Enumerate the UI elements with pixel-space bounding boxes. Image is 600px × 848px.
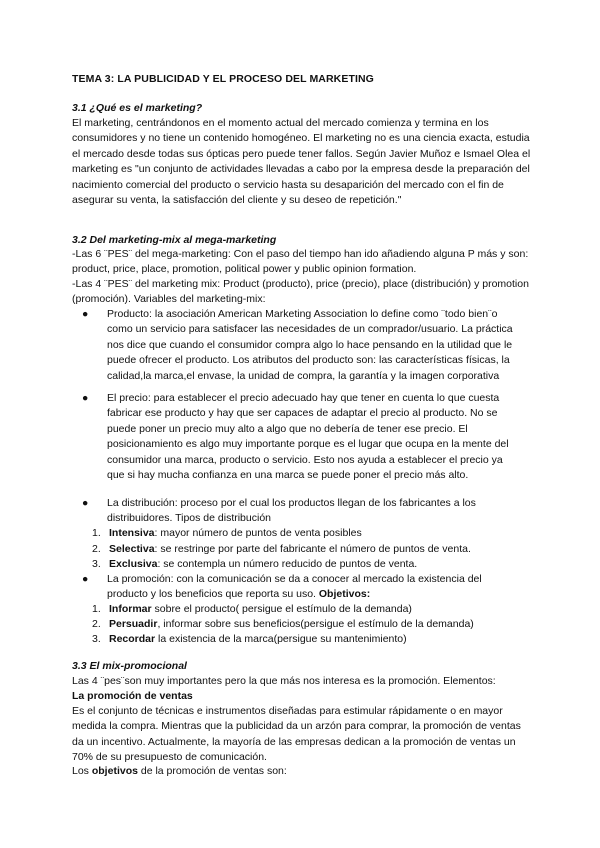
distribution-item: [109, 557, 521, 572]
mega-marketing-line: -Las 6 ¨PES¨ del mega-marketing: Con el paso del tiempo han ido añadiendo alguna P más y son: product, price, place, promotion, political power y public opinion formation.: [72, 248, 529, 276]
distribution-item: [109, 526, 521, 541]
distribution-term: Exclusiva: [109, 558, 158, 570]
bullet-precio: El precio: para establecer el precio adecuado hay que tener en cuenta lo que cuesta fabricar ese producto y hay que ser capaces de adaptar el precio al producto. No se puede poner un precio muy alto a algo que no debería de tener ese precio. El posicionamiento es algo muy importante porque es el lugar que ocupa en la mente del consumidor una marca, producto o servicio. Esto nos ayuda a establecer el precio ya que si hay mucha confianza en una marca se puede poner el precio más alto.: [107, 392, 509, 482]
objetivos-pre: Los: [72, 765, 92, 777]
distribution-desc: : se contempla un número reducido de puntos de venta.: [157, 558, 418, 570]
bullet-promocion: [107, 572, 519, 603]
mix-promocional-intro: Las 4 ¨pes¨son muy importantes pero la que más nos interesa es la promoción. Elementos:: [72, 675, 496, 687]
list-number: 1.: [92, 603, 101, 615]
marketing-mix-line: -Las 4 ¨PES¨ del marketing mix: Product (producto), price (precio), place (distribución) y promotion (promoción). Variables del marketing-mix:: [72, 278, 529, 306]
distribution-desc: : mayor número de puntos de venta posibles: [154, 527, 362, 539]
bullet-icon: ●: [82, 392, 89, 404]
objetivos-bold: objetivos: [91, 765, 138, 777]
promocion-text: La promoción: con la comunicación se da a conocer al mercado la existencia del producto y los beneficios que reporta su uso.: [107, 573, 482, 601]
section-heading-3-2: 3.2 Del marketing-mix al mega-marketing: [72, 234, 277, 246]
list-number: 2.: [92, 618, 101, 630]
distribution-desc: : se restringe por parte del fabricante el número de puntos de venta.: [154, 543, 471, 555]
bullet-icon: ●: [82, 573, 89, 585]
objective-item: [109, 617, 521, 632]
objective-term: Persuadir: [109, 618, 158, 630]
list-number: 2.: [92, 543, 101, 555]
section-heading-3-3: 3.3 El mix-promocional: [72, 660, 187, 672]
section-heading-3-1: 3.1 ¿Qué es el marketing?: [72, 102, 203, 114]
distribution-term: Selectiva: [109, 543, 155, 555]
objetivos-label: Objetivos:: [318, 588, 371, 601]
list-number: 1.: [92, 527, 101, 539]
distribution-item: [109, 542, 521, 557]
bullet-producto: Producto: la asociación American Marketing Association lo define como ¨todo bien¨o como un servicio para satisfacer las necesidades de un comprador/usuario. La práctica nos dice que cuando el consumidor compra algo lo hace pensando en la utilidad que le puede ofrecer el producto. Los atributos del producto son: las características físicas, la calidad,la marca,el envase, la unidad de compra, la garantía y la imagen corporativa: [107, 308, 513, 382]
objective-desc: , informar sobre sus beneficios(persigue el estímulo de la demanda): [157, 618, 474, 630]
objetivos-post: de la promoción de ventas son:: [137, 765, 287, 777]
objective-desc: sobre el producto( persigue el estímulo de la demanda): [151, 603, 412, 615]
list-number: 3.: [92, 558, 101, 570]
objective-item: [109, 632, 521, 647]
document-title: TEMA 3: LA PUBLICIDAD Y EL PROCESO DEL MARKETING: [72, 73, 374, 85]
objective-term: Recordar: [109, 633, 156, 645]
bullet-icon: ●: [82, 308, 89, 320]
promocion-ventas-paragraph: Es el conjunto de técnicas e instrumentos diseñadas para estimular rápidamente o en mayor medida la compra. Mientras que la publicidad da un arzón para comprar, la promoción de ventas da un incentivo. Actualmente, la mayoría de las empresas dedican a la promoción de ventas un 70% de su presupuesto de comunicación.: [72, 705, 521, 764]
bullet-icon: ●: [82, 497, 89, 509]
objective-item: [109, 602, 521, 617]
list-number: 3.: [92, 633, 101, 645]
objective-term: Informar: [109, 603, 152, 615]
bullet-distribucion: La distribución: proceso por el cual los productos llegan de los fabricantes a los distribuidores. Tipos de distribución: [107, 497, 476, 525]
objetivos-line: [72, 764, 532, 779]
distribution-term: Intensiva: [109, 527, 155, 539]
objective-desc: la existencia de la marca(persigue su mantenimiento): [155, 633, 407, 645]
section-3-1-paragraph: El marketing, centrándonos en el momento actual del mercado comienza y termina en los consumidores y no tiene un contenido homogéneo. El marketing no es una ciencia exacta, estudia el mercado desde todas sus ópticas pero puede tener fallos. Según Javier Muñoz e Ismael Olea el marketing es "un conjunto de actividades llevadas a cabo por la empresa desde la preparación del nacimiento comercial del producto o servicio hasta su desaparición del mercado con el fin de asegurar su venta, la satisfacción del cliente y su deseo de repetición.": [72, 117, 531, 207]
promocion-ventas-subheading: La promoción de ventas: [72, 690, 193, 702]
